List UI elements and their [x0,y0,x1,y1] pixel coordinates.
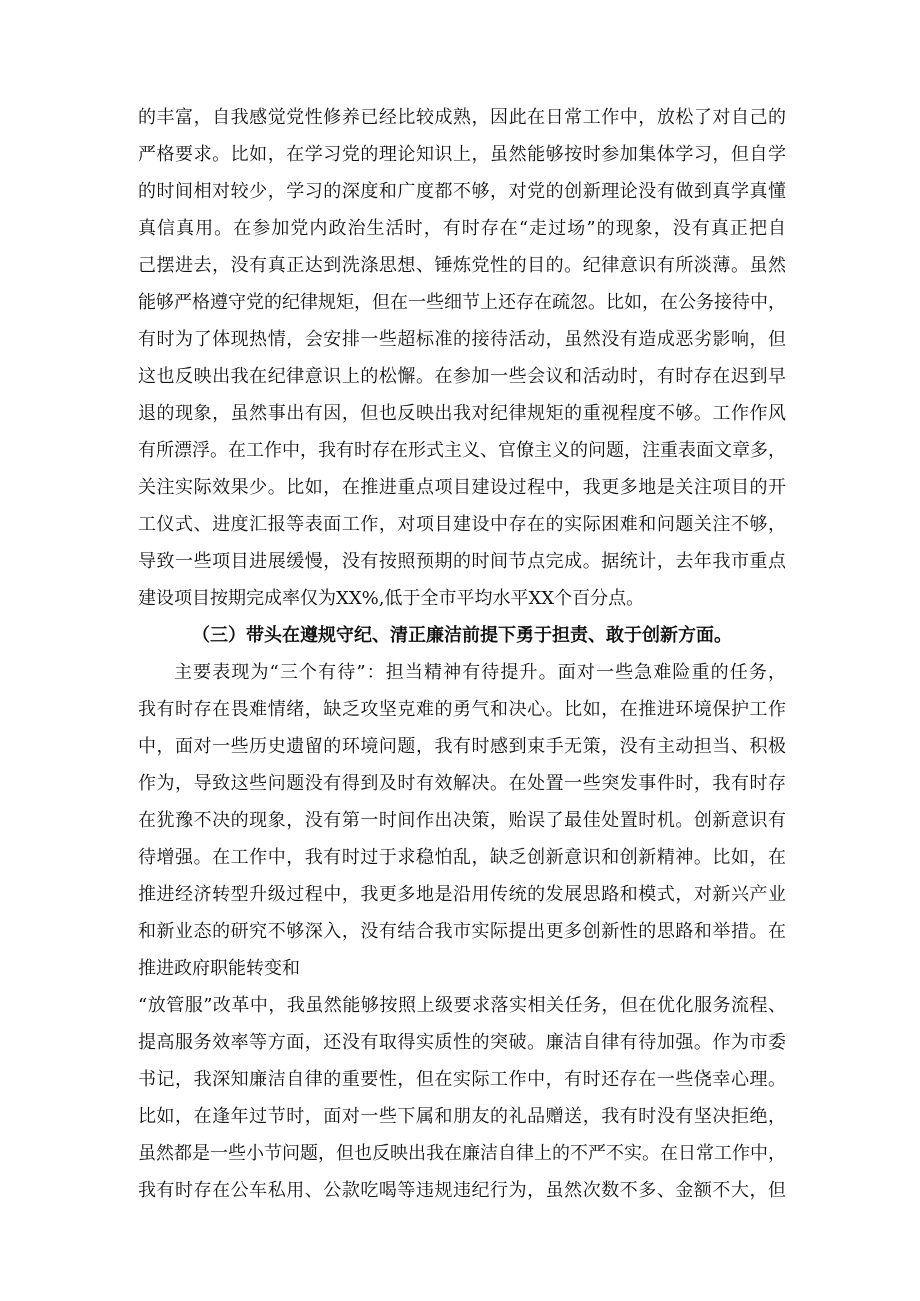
body-line-28: 虽然都是一些小节问题，但也反映出我在廉洁自律上的不严不实。在日常工作中， [138,1143,786,1164]
body-line-17: 中，面对一些历史遗留的环境问题，我有时感到束手无策，没有主动担当、积极 [138,736,786,757]
body-line-2: 严格要求。比如，在学习党的理论知识上，虽然能够按时参加集体学习，但自学 [138,144,786,165]
body-line-25: 提高服务效率等方面，还没有取得实质性的突破。廉洁自律有待加强。作为市委 [138,1032,786,1053]
body-line-8: 这也反映出我在纪律意识上的松懈。在参加一些会议和活动时，有时存在迟到早 [138,366,786,387]
body-line-15: 主要表现为“三个有待”：担当精神有待提升。面对一些急难险重的任务， [174,662,786,683]
body-line-3: 的时间相对较少，学习的深度和广度都不够，对党的创新理论没有做到真学真懂 [138,181,786,202]
body-line-20: 待增强。在工作中，我有时过于求稳怕乱，缺乏创新意识和创新精神。比如，在 [138,847,786,868]
body-line-21: 推进经济转型升级过程中，我更多地是沿用传统的发展思路和模式，对新兴产业 [138,884,786,905]
body-line-11: 关注实际效果少。比如，在推进重点项目建设过程中，我更多地是关注项目的开 [138,477,786,498]
body-line-23: 推进政府职能转变和 [138,958,300,979]
section-heading: （三）带头在遵规守纪、清正廉洁前提下勇于担责、敢于创新方面。 [192,625,732,646]
body-line-13: 导致一些项目进展缓慢，没有按照预期的时间节点完成。据统计，去年我市重点 [138,551,786,572]
body-line-26: 书记，我深知廉洁自律的重要性，但在实际工作中，有时还存在一些侥幸心理。 [138,1069,786,1090]
body-line-24: “放管服”改革中，我虽然能够按照上级要求落实相关任务，但在优化服务流程、 [138,995,786,1016]
body-line-4: 真信真用。在参加党内政治生活时，有时存在“走过场”的现象，没有真正把自 [138,218,786,239]
body-line-27: 比如，在逢年过节时，面对一些下属和朋友的礼品赠送，我有时没有坚决拒绝， [138,1106,786,1127]
body-line-1: 的丰富，自我感觉党性修养已经比较成熟，因此在日常工作中，放松了对自己的 [138,107,786,128]
body-line-29: 我有时存在公车私用、公款吃喝等违规违纪行为，虽然次数不多、金额不大，但 [138,1180,786,1201]
body-line-22: 和新业态的研究不够深入，没有结合我市实际提出更多创新性的思路和举措。在 [138,921,786,942]
body-line-7: 有时为了体现热情，会安排一些超标准的接待活动，虽然没有造成恶劣影响，但 [138,329,786,350]
body-line-5: 己摆进去，没有真正达到洗涤思想、锤炼党性的目的。纪律意识有所淡薄。虽然 [138,255,786,276]
body-line-12: 工仪式、进度汇报等表面工作，对项目建设中存在的实际困难和问题关注不够， [138,514,786,535]
body-line-14: 建设项目按期完成率仅为XX%,低于全市平均水平XX个百分点。 [138,588,645,609]
body-line-16: 我有时存在畏难情绪，缺乏攻坚克难的勇气和决心。比如，在推进环境保护工作 [138,699,786,720]
body-line-18: 作为，导致这些问题没有得到及时有效解决。在处置一些突发事件时，我有时存 [138,773,786,794]
body-line-9: 退的现象，虽然事出有因，但也反映出我对纪律规矩的重视程度不够。工作作风 [138,403,786,424]
body-line-19: 在犹豫不决的现象，没有第一时间作出决策，贻误了最佳处置时机。创新意识有 [138,810,786,831]
body-line-10: 有所漂浮。在工作中，我有时存在形式主义、官僚主义的问题，注重表面文章多， [138,440,786,461]
body-line-6: 能够严格遵守党的纪律规矩，但在一些细节上还存在疏忽。比如，在公务接待中， [138,292,786,313]
